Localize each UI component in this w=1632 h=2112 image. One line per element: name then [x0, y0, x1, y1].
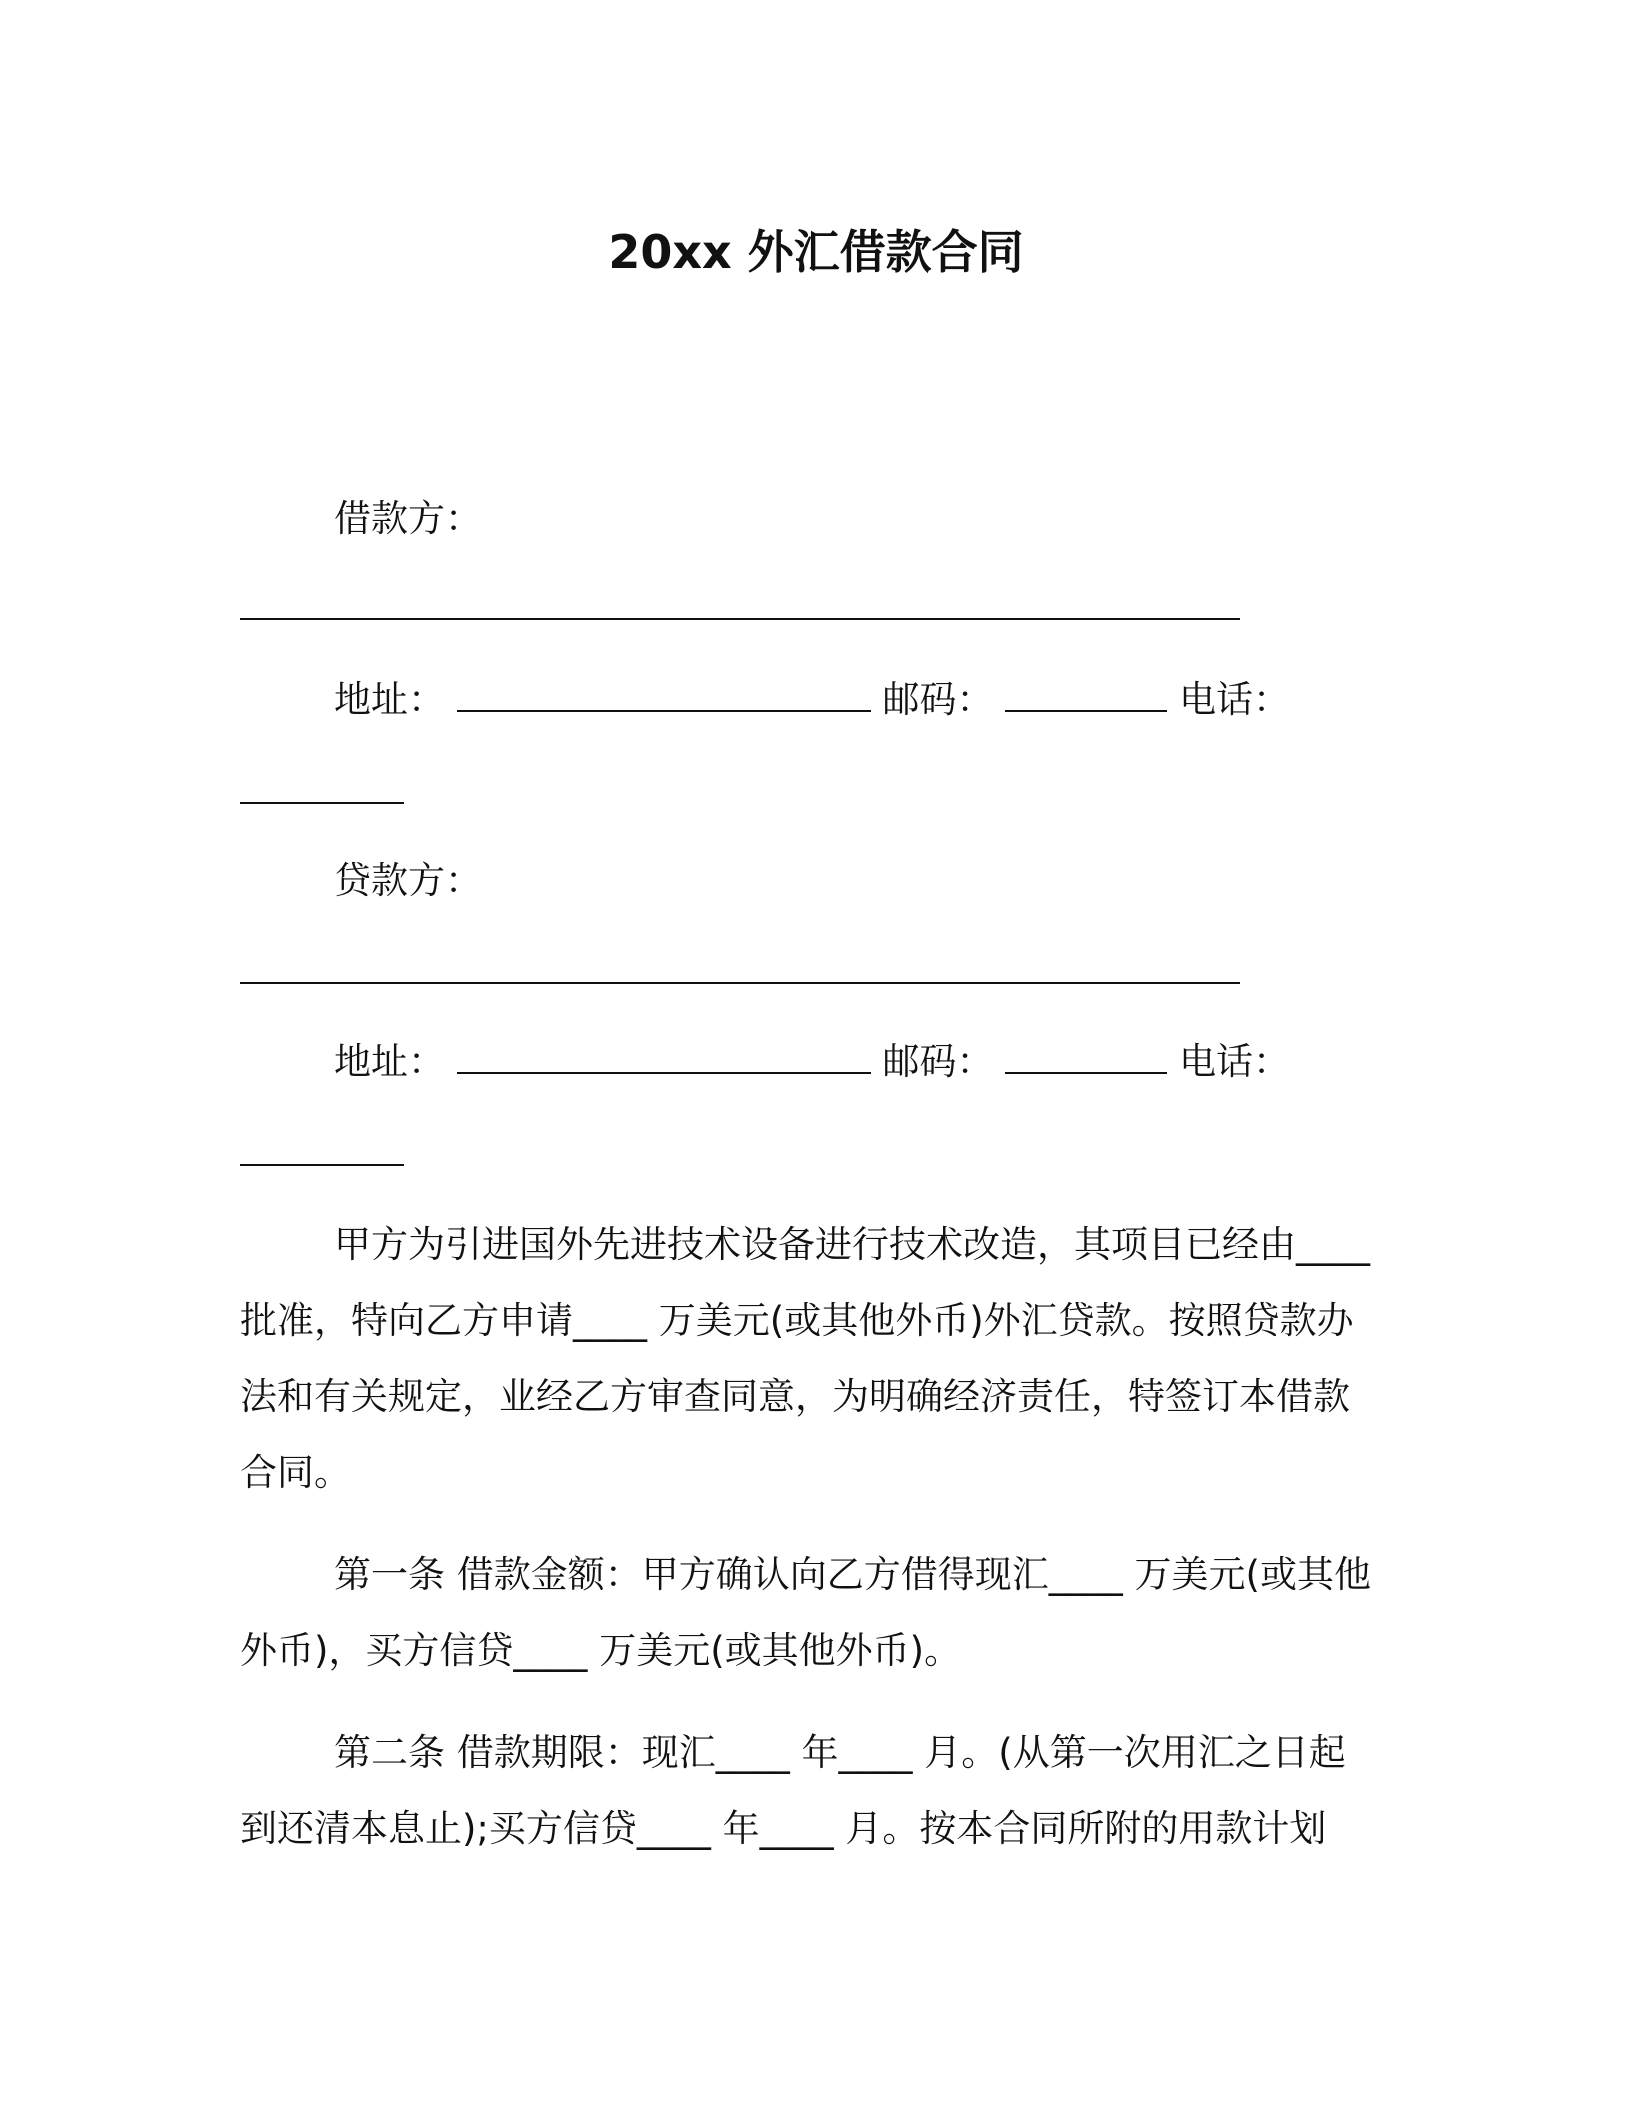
- intro-line-3: 法和有关规定，业经乙方审查同意，为明确经济责任，特签订本借款: [240, 1375, 1350, 1418]
- lender-address-label: 地址：: [334, 1040, 445, 1083]
- document-title: 20xx 外汇借款合同: [608, 225, 1024, 279]
- intro-line-1: 甲方为引进国外先进技术设备进行技术改造，其项目已经由____: [334, 1223, 1370, 1266]
- borrower-label: 借款方：: [334, 497, 482, 540]
- lender-phone-label: 电话：: [1179, 1040, 1291, 1083]
- borrower-phone-label: 电话：: [1179, 678, 1291, 721]
- borrower-phone-blank: [240, 802, 404, 804]
- article-2-line-1: 第二条 借款期限：现汇____ 年____ 月。(从第一次用汇之日起: [334, 1731, 1346, 1774]
- borrower-address-label: 地址：: [334, 678, 445, 721]
- lender-contact-line: [334, 1036, 1290, 1087]
- lender-name-blank: [240, 982, 1240, 984]
- lender-label: 贷款方：: [334, 859, 482, 902]
- article-2-line-2: 到还清本息止);买方信贷____ 年____ 月。按本合同所附的用款计划: [240, 1807, 1327, 1850]
- lender-postcode-blank: [1005, 1036, 1167, 1074]
- article-1-line-1: 第一条 借款金额：甲方确认向乙方借得现汇____ 万美元(或其他: [334, 1553, 1371, 1596]
- borrower-name-blank: [240, 618, 1240, 620]
- borrower-address-blank: [457, 674, 871, 712]
- borrower-postcode-label: 邮码：: [882, 678, 994, 721]
- article-1-line-2: 外币)，买方信贷____ 万美元(或其他外币)。: [240, 1629, 962, 1672]
- intro-line-4: 合同。: [240, 1451, 351, 1494]
- lender-phone-blank: [240, 1164, 404, 1166]
- intro-line-2: 批准，特向乙方申请____ 万美元(或其他外币)外汇贷款。按照贷款办: [240, 1299, 1354, 1342]
- borrower-contact-line: [334, 674, 1290, 725]
- lender-address-blank: [457, 1036, 871, 1074]
- borrower-postcode-blank: [1005, 674, 1167, 712]
- lender-postcode-label: 邮码：: [882, 1040, 994, 1083]
